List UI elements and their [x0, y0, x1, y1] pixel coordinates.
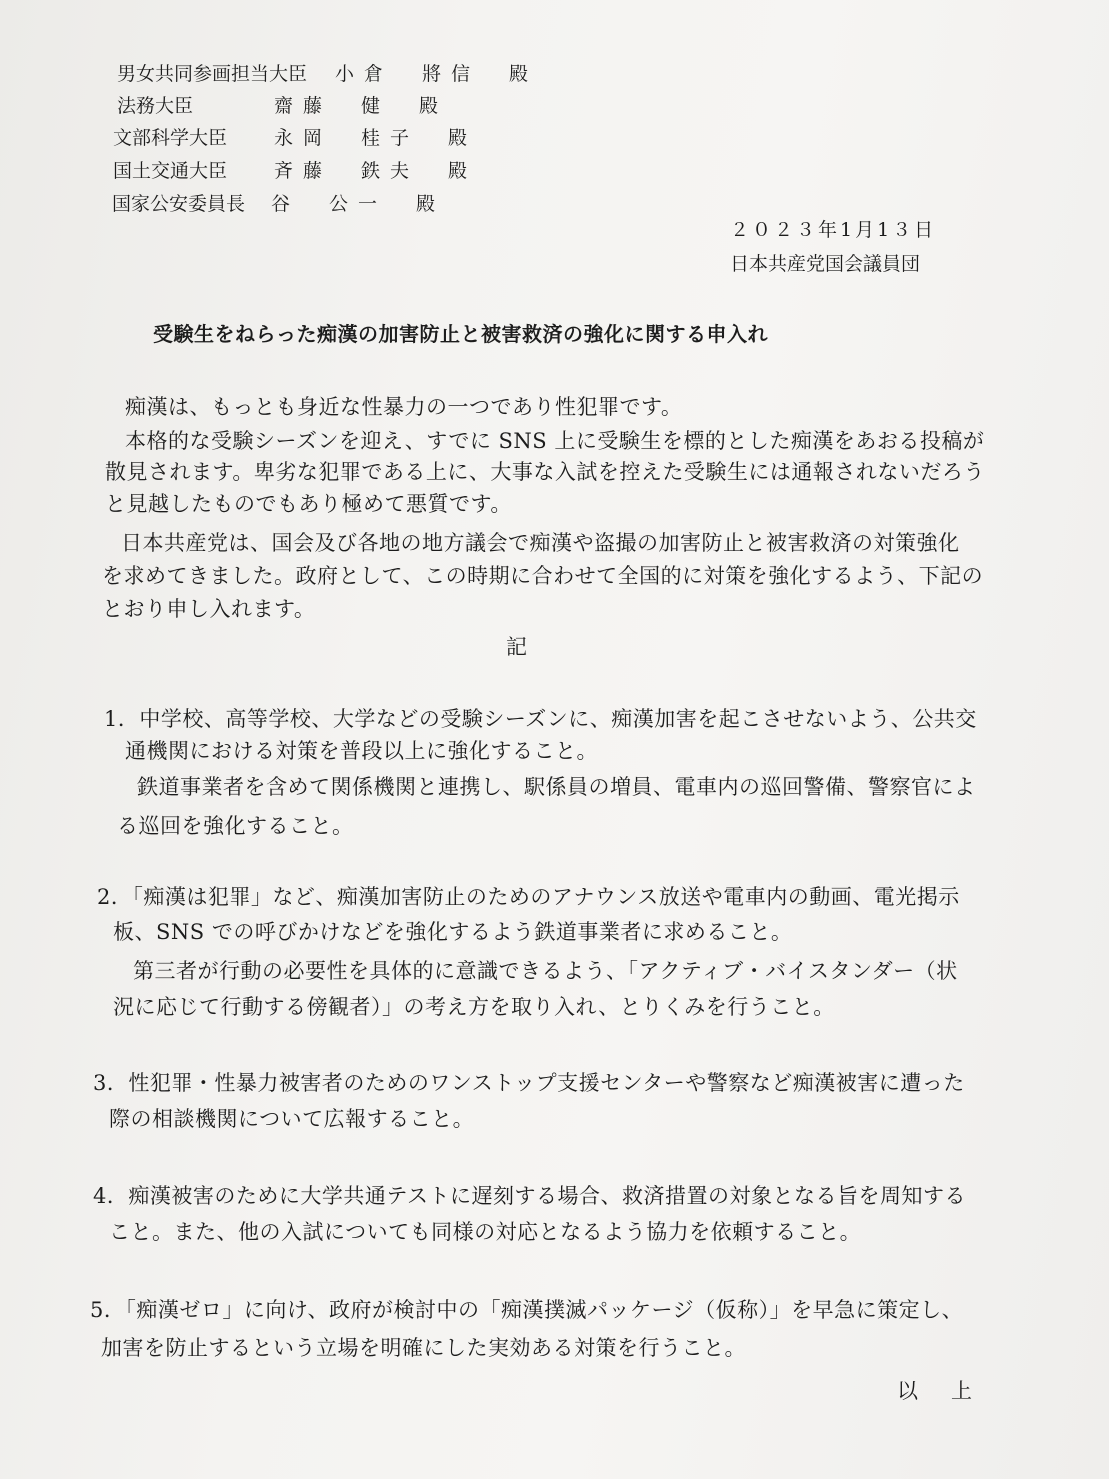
addressee-name: 齋藤 健 殿 — [274, 95, 449, 117]
item-line: 3．性犯罪・性暴力被害者のためのワンストップ支援センターや警察など痴漢被害に遭った — [93, 1071, 965, 1095]
addressee-title: 国家公安委員長 — [112, 193, 246, 215]
intro-line: 日本共産党は、国会及び各地の地方議会で痴漢や盗撮の加害防止と被害救済の対策強化 — [121, 531, 960, 555]
intro-line: と見越したものでもあり極めて悪質です。 — [105, 492, 512, 516]
item-line: 4．痴漢被害のために大学共通テストに遅刻する場合、救済措置の対象となる旨を周知する — [93, 1184, 967, 1208]
item-line: 加害を防止するという立場を明確にした実効ある対策を行うこと。 — [101, 1336, 746, 1360]
item-line: 板、SNS での呼びかけなどを強化するよう鉄道事業者に求めること。 — [113, 920, 793, 944]
document-sender: 日本共産党国会議員団 — [730, 253, 921, 275]
intro-line: 本格的な受験シーズンを迎え、すでに SNS 上に受験生を標的とした痴漢をあおる投稿が — [125, 429, 985, 453]
document-title: 受験生をねらった痴漢の加害防止と被害救済の強化に関する申入れ — [153, 322, 768, 346]
addressee-name: 斉藤 鉄夫 殿 — [274, 160, 478, 182]
ki-marker: 記 — [506, 635, 528, 659]
intro-line: 散見されます。卑劣な犯罪である上に、大事な入試を控えた受験生には通報されないだろう — [105, 460, 985, 484]
closing-mark: 以 上 — [897, 1379, 978, 1403]
item-line: 第三者が行動の必要性を具体的に意識できるよう、「アクティブ・バイスタンダー（状 — [133, 959, 958, 983]
intro-line: 痴漢は、もっとも身近な性暴力の一つであり性犯罪です。 — [125, 395, 683, 419]
document-date: ２０２３年1月1３日 — [730, 219, 937, 241]
item-line: 際の相談機関について広報すること。 — [109, 1107, 475, 1131]
addressee-name: 小倉 將信 殿 — [335, 63, 539, 85]
item-line: 鉄道事業者を含めて関係機関と連携し、駅係員の増員、電車内の巡回警備、警察官によ — [137, 775, 976, 799]
addressee-name: 谷 公一 殿 — [271, 193, 446, 215]
item-line: こと。また、他の入試についても同様の対応となるよう協力を依頼すること。 — [109, 1220, 862, 1244]
addressee-title: 国土交通大臣 — [113, 160, 228, 182]
item-line: 通機関における対策を普段以上に強化すること。 — [125, 739, 598, 763]
intro-line: を求めてきました。政府として、この時期に合わせて全国的に対策を強化するよう、下記の — [102, 564, 984, 588]
intro-line: とおり申し入れます。 — [102, 597, 316, 621]
addressee-title: 文部科学大臣 — [113, 127, 228, 149]
item-line: 2．「痴漢は犯罪」など、痴漢加害防止のためのアナウンス放送や電車内の動画、電光掲示 — [97, 885, 960, 909]
addressee-name: 永岡 桂子 殿 — [274, 127, 478, 149]
item-line: 5．「痴漢ゼロ」に向け、政府が検討中の「痴漢撲滅パッケージ（仮称）」を早急に策定し、 — [90, 1298, 964, 1322]
item-line: る巡回を強化すること。 — [117, 814, 354, 838]
item-line: 1．中学校、高等学校、大学などの受験シーズンに、痴漢加害を起こさせないよう、公共交 — [104, 707, 977, 731]
addressee-title: 法務大臣 — [117, 95, 194, 117]
item-line: 況に応じて行動する傍観者）」の考え方を取り入れ、とりくみを行うこと。 — [113, 995, 835, 1019]
addressee-title: 男女共同参画担当大臣 — [117, 63, 308, 85]
